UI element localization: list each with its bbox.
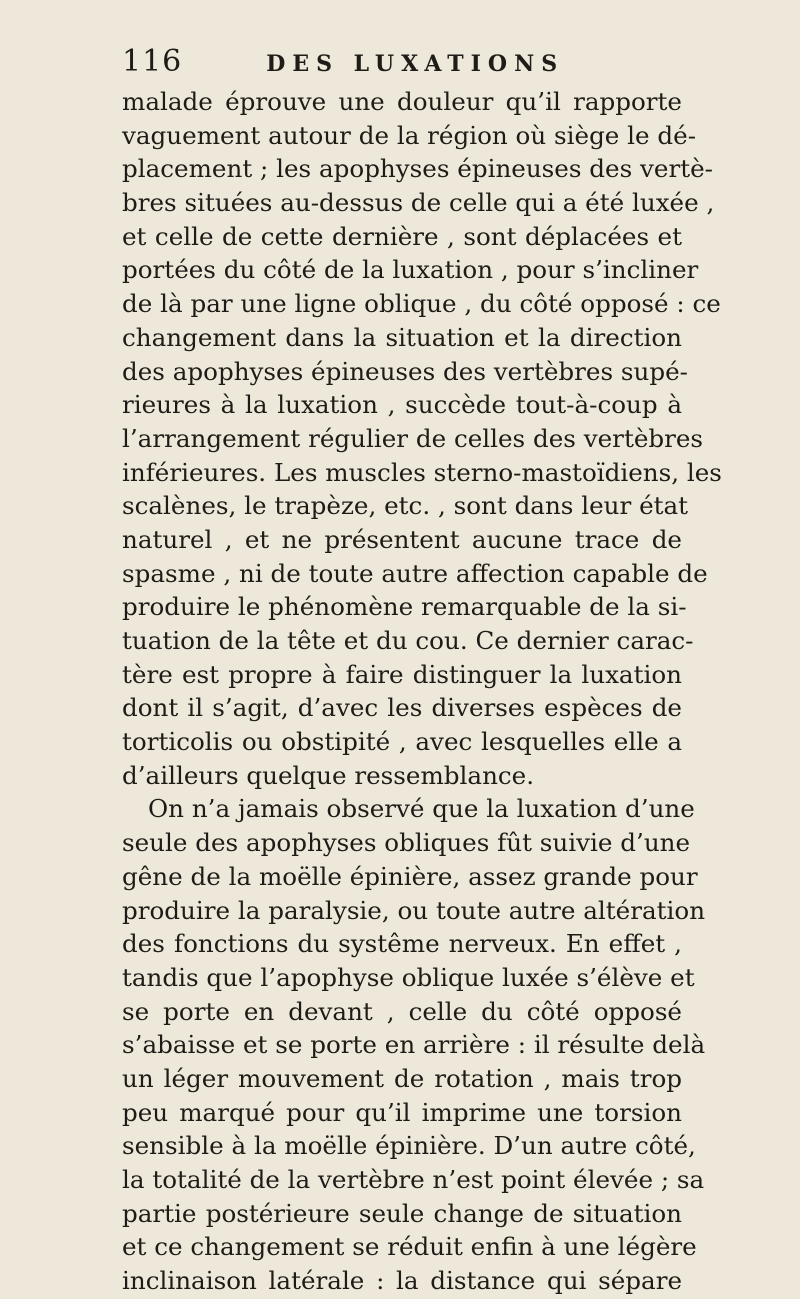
- text-line: produire le phénomène remarquable de la si-: [122, 592, 687, 622]
- text-line: tère est propre à faire distinguer la luxation: [122, 659, 682, 689]
- text-line: spasme , ni de toute autre affection capable de: [122, 558, 708, 588]
- text-line: se porte en devant , celle du côté opposé: [122, 996, 682, 1026]
- text-line: gêne de la moëlle épinière, assez grande pour: [122, 861, 698, 891]
- text-line: partie postérieure seule change de situation: [122, 1198, 682, 1228]
- text-line: tandis que l’apophyse oblique luxée s’élève et: [122, 962, 695, 992]
- text-line: seule des apophyses obliques fût suivie d’une: [122, 828, 691, 858]
- page-number: 116: [122, 44, 183, 79]
- text-line: l’arrangement régulier de celles des vertèbres: [122, 423, 704, 453]
- text-line: des apophyses épineuses des vertèbres supé-: [122, 356, 688, 386]
- text-line: de là par une ligne oblique , du côté opposé : ce: [122, 289, 721, 319]
- text-line: rieures à la luxation , succède tout-à-coup à: [122, 390, 682, 420]
- text-line: naturel , et ne présentent aucune trace de: [122, 524, 682, 554]
- text-line: d’ailleurs quelque ressemblance.: [122, 760, 535, 790]
- text-line: produire la paralysie, ou toute autre altération: [122, 895, 706, 925]
- page-header: [122, 44, 682, 84]
- text-line: inclinaison latérale : la distance qui sépare: [122, 1266, 682, 1296]
- text-line: scalènes, le trapèze, etc. , sont dans leur état: [122, 491, 689, 521]
- text-line: la totalité de la vertèbre n’est point élevée ; sa: [122, 1165, 705, 1194]
- text-line: s’abaisse et se porte en arrière : il résulte delà: [122, 1030, 706, 1060]
- text-line: un léger mouvement de rotation , mais trop: [122, 1063, 682, 1093]
- text-line: des fonctions du systême nerveux. En effet ,: [122, 929, 682, 959]
- text-line: malade éprouve une douleur qu’il rapporte: [122, 87, 682, 116]
- text-line: peu marqué pour qu’il imprime une torsion: [122, 1097, 682, 1127]
- text-line: sensible à la moëlle épinière. D’un autre côté,: [122, 1131, 696, 1161]
- text-line: changement dans la situation et la direction: [122, 322, 682, 352]
- text-line: torticolis ou obstipité , avec lesquelles elle a: [122, 727, 682, 757]
- text-line: tuation de la tête et du cou. Ce dernier carac-: [122, 626, 694, 655]
- text-line: inférieures. Les muscles sterno-mastoïdiens, les: [122, 457, 722, 487]
- running-head: DES LUXATIONS: [266, 51, 565, 77]
- text-line: placement ; les apophyses épineuses des vertè-: [122, 154, 713, 184]
- text-line: dont il s’agit, d’avec les diverses espèces de: [122, 693, 682, 723]
- body-text: [122, 85, 722, 1298]
- text-line: On n’a jamais observé que la luxation d’une: [148, 794, 695, 824]
- text-line: et celle de cette dernière , sont déplacées et: [122, 221, 682, 251]
- text-line: portées du côté de la luxation , pour s’incliner: [122, 255, 699, 285]
- text-line: et ce changement se réduit enfin à une légère: [122, 1232, 697, 1262]
- text-line: vaguement autour de la région où siège le dé-: [122, 120, 697, 150]
- text-line: bres situées au-dessus de celle qui a été luxée ,: [122, 188, 715, 218]
